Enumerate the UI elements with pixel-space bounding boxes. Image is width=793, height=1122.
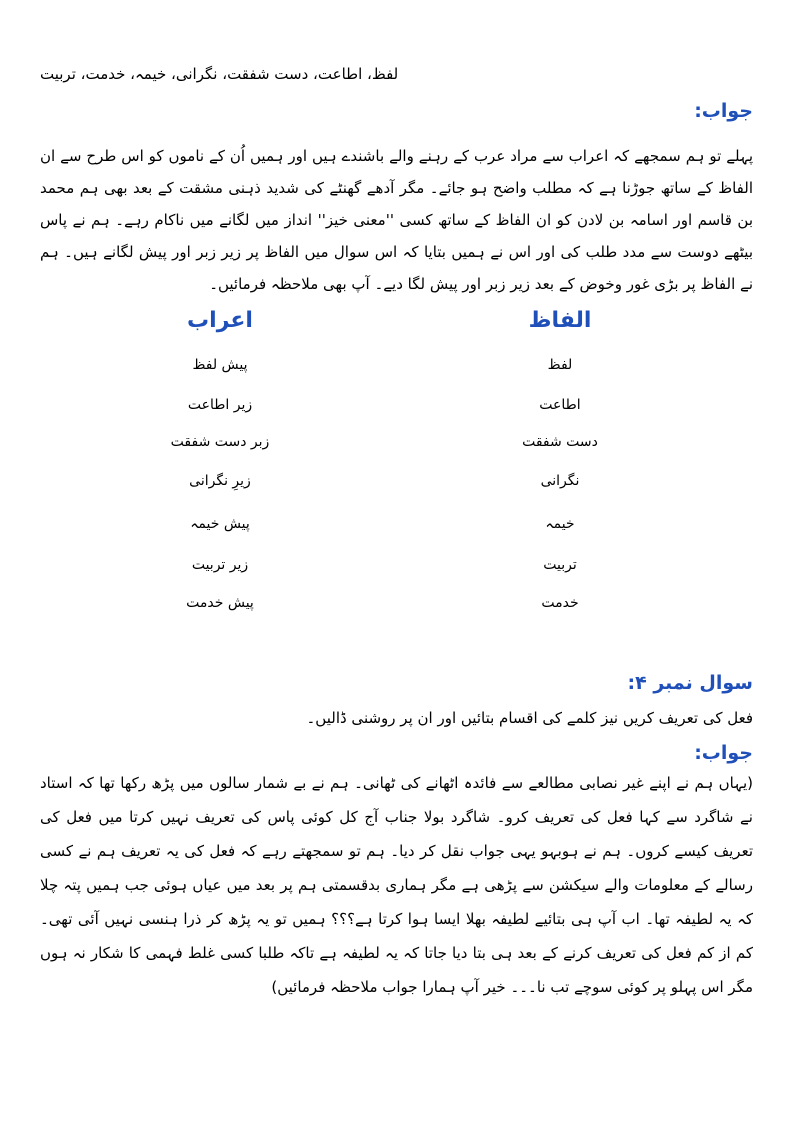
table-row [100, 463, 700, 499]
word-cell: دست شفقت [522, 434, 598, 450]
answer-paragraph: پہلے تو ہم سمجھے کہ اعراب سے مراد عرب کے رہنے والے باشندے ہیں اور ہمیں اُن کے ناموں کو اس طرح سے ان الفاظ کے ساتھ جوڑنا ہے کہ مطلب واضح ہو جائے۔ مگر آدھے گھنٹے کی شدید ذہنی مشقت کے بعد بھی ہم محمد بن قاسم اور اسامہ بن لادن کو ان الفاظ کے ساتھ کسی ''معنی خیز'' انداز میں لگانے میں ناکام رہے۔ ہم نے پاس بیٹھے دوست سے مدد طلب کی اور اس نے ہمیں بتایا کہ اس سوال میں الفاظ پر زیر زبر اور پیش لگانے ہیں۔ ہم نے الفاظ پر بڑی غور وخوض کے بعد زیر زبر اور پیش لگا دیے۔ آپ بھی ملاحظہ فرمائیں۔ [40, 147, 753, 293]
keywords-line: لفظ، اطاعت، دست شفقت، نگرانی، خیمہ، خدمت، تربیت [40, 65, 399, 83]
answer-paragraph: (یہاں ہم نے اپنے غیر نصابی مطالعے سے فائدہ اٹھانے کی ٹھانی۔ ہم نے بے شمار سالوں میں پڑھ رکھا تھا کہ استاد نے شاگرد سے کہا فعل کی تعریف کرو۔ شاگرد بولا جناب آج کل کوئی پاس کی تعریف نہیں کرتا میں فعل کی تعریف کیسے کروں۔ ہم نے ہوبہو یہی جواب نقل کر دیا۔ ہم تو سمجھتے رہے کہ فعل کی یہ تعریف ہم نے کسی رسالے کے معلومات والے سیکشن سے پڑھی ہے مگر ہماری بدقسمتی ہم پر بعد میں عیاں ہوئی جب ہمیں پتہ چلا کہ یہ لطیفہ تھا۔ اب آپ ہی بتائیے لطیفہ بھلا ایسا ہوا کرتا ہے؟؟؟ ہمیں تو یہ پڑھ کر ذرا ہنسی نہیں آئی تھی۔ کم از کم فعل کی تعریف کرنے کے بعد ہی بتا دیا جاتا کہ یہ لطیفہ ہے تاکہ طلبا کسی غلط فہمی کا شکار نہ ہوں مگر اس پہلو پر کوئی سوچے تب نا۔۔۔ خیر آپ ہمارا جواب ملاحظہ فرمائیں) [40, 774, 753, 996]
answer-heading: جواب: [694, 100, 753, 122]
word-cell: نگرانی [540, 473, 580, 489]
word-cell: خیمہ [545, 516, 575, 532]
table-row [100, 347, 700, 383]
question-heading: سوال نمبر ۴: [627, 672, 753, 694]
answer-heading: جواب: [694, 742, 753, 764]
word-cell: تربیت [543, 557, 577, 573]
word-cell: اطاعت [539, 397, 581, 413]
marks-column-header: اعراب [187, 308, 253, 333]
mark-cell: زیرِ نگرانی [189, 473, 251, 489]
mark-cell: پیش خدمت [186, 595, 254, 611]
mark-cell: زیر اطاعت [187, 397, 253, 413]
word-cell: لفظ [547, 357, 573, 373]
mark-cell: پیش خیمہ [190, 516, 250, 532]
table-row [100, 424, 700, 460]
question-text: فعل کی تعریف کریں نیز کلمے کی اقسام بتائیں اور ان پر روشنی ڈالیں۔ [306, 709, 753, 727]
table-row [100, 506, 700, 542]
table-row [100, 585, 700, 621]
mark-cell: زبر دست شفقت [170, 434, 270, 450]
table-row [100, 387, 700, 423]
words-column-header: الفاظ [528, 308, 592, 333]
mark-cell: پیش لفظ [192, 357, 248, 373]
word-cell: خدمت [541, 595, 579, 611]
mark-cell: زیر تربیت [191, 557, 249, 573]
table-row [100, 547, 700, 583]
